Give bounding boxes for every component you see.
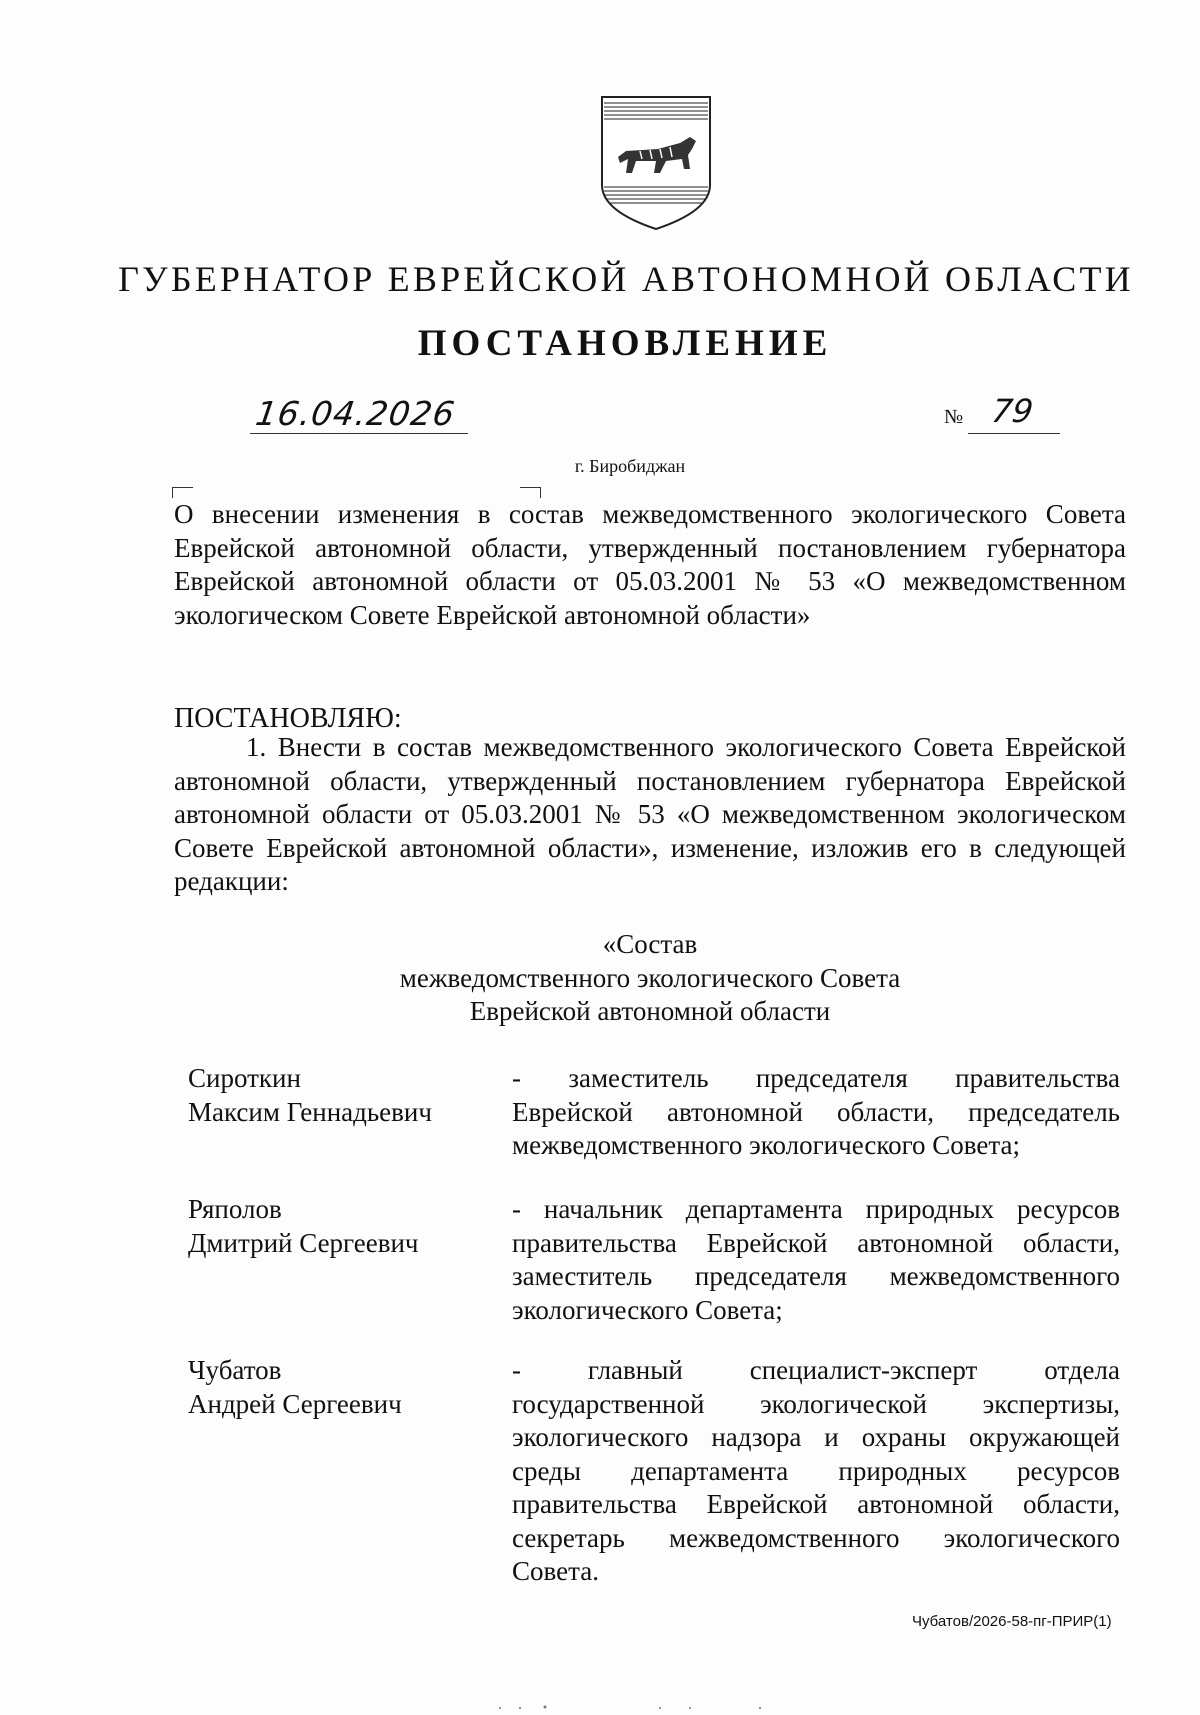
composition-title-line: межведомственного экологического Совета	[399, 962, 901, 993]
composition-title-line: «Состав	[602, 929, 698, 959]
city-name: г. Биробиджан	[574, 456, 686, 476]
number-sign: №	[944, 406, 964, 428]
coat-of-arms-icon	[596, 93, 716, 233]
document-number: 79	[989, 392, 1036, 430]
member-name	[188, 1193, 488, 1260]
subject-corner-left	[172, 487, 193, 498]
subject-corner-right	[520, 487, 541, 498]
member-given-names: Дмитрий Сергеевич	[188, 1227, 419, 1258]
member-role: - заместитель председателя правительства Еврейской автономной области, председатель межведомственного экологического Совета;	[512, 1063, 1120, 1160]
document-type: ПОСТАНОВЛЕНИЕ	[417, 323, 833, 364]
paragraph-1: 1. Внести в состав межведомственного экологического Совета Еврейской автономной области, утвержденный постановлением губернатора Еврейской автономной области от 05.03.2001 № 53 «О межведомственном экологическом Совете Еврейской автономной области», изменение, изложив его в следующей редакции:	[174, 732, 1126, 896]
member-name	[188, 1354, 488, 1421]
number-underline	[968, 433, 1060, 434]
footer-reference: Чубатов/2026-58-пг-ПРИР(1)	[912, 1613, 1112, 1630]
member-surname: Ряполов	[188, 1194, 282, 1224]
member-surname: Чубатов	[188, 1355, 282, 1385]
member-surname: Сироткин	[188, 1063, 301, 1093]
member-given-names: Андрей Сергеевич	[188, 1388, 402, 1419]
date-underline	[250, 433, 468, 434]
composition-title	[360, 928, 940, 1029]
document-subject: О внесении изменения в состав межведомственного экологического Совета Еврейской автономной области, утвержденный постановлением губернатора Еврейской автономной области от 05.03.2001 № 53 «О межведомственном экологическом Совете Еврейской автономной области»	[174, 499, 1126, 630]
composition-title-line: Еврейской автономной области	[469, 996, 831, 1026]
member-role: - главный специалист-эксперт отдела государственной экологической экспертизы, экологического надзора и охраны окружающей среды департамента природных ресурсов правительства Еврейской автономной области, секретарь межведомственного экологического Совета.	[512, 1355, 1120, 1586]
scan-artifacts	[0, 1700, 1200, 1715]
document-date: 16.04.2026	[253, 394, 458, 433]
decree-word: ПОСТАНОВЛЯЮ:	[174, 703, 402, 734]
member-given-names: Максим Геннадьевич	[188, 1096, 432, 1127]
member-name	[188, 1062, 488, 1129]
member-role: - начальник департамента природных ресурсов правительства Еврейской автономной области, заместитель председателя межведомственного экологического Совета;	[512, 1194, 1120, 1325]
authority-title: ГУБЕРНАТОР ЕВРЕЙСКОЙ АВТОНОМНОЙ ОБЛАСТИ	[118, 259, 1134, 299]
